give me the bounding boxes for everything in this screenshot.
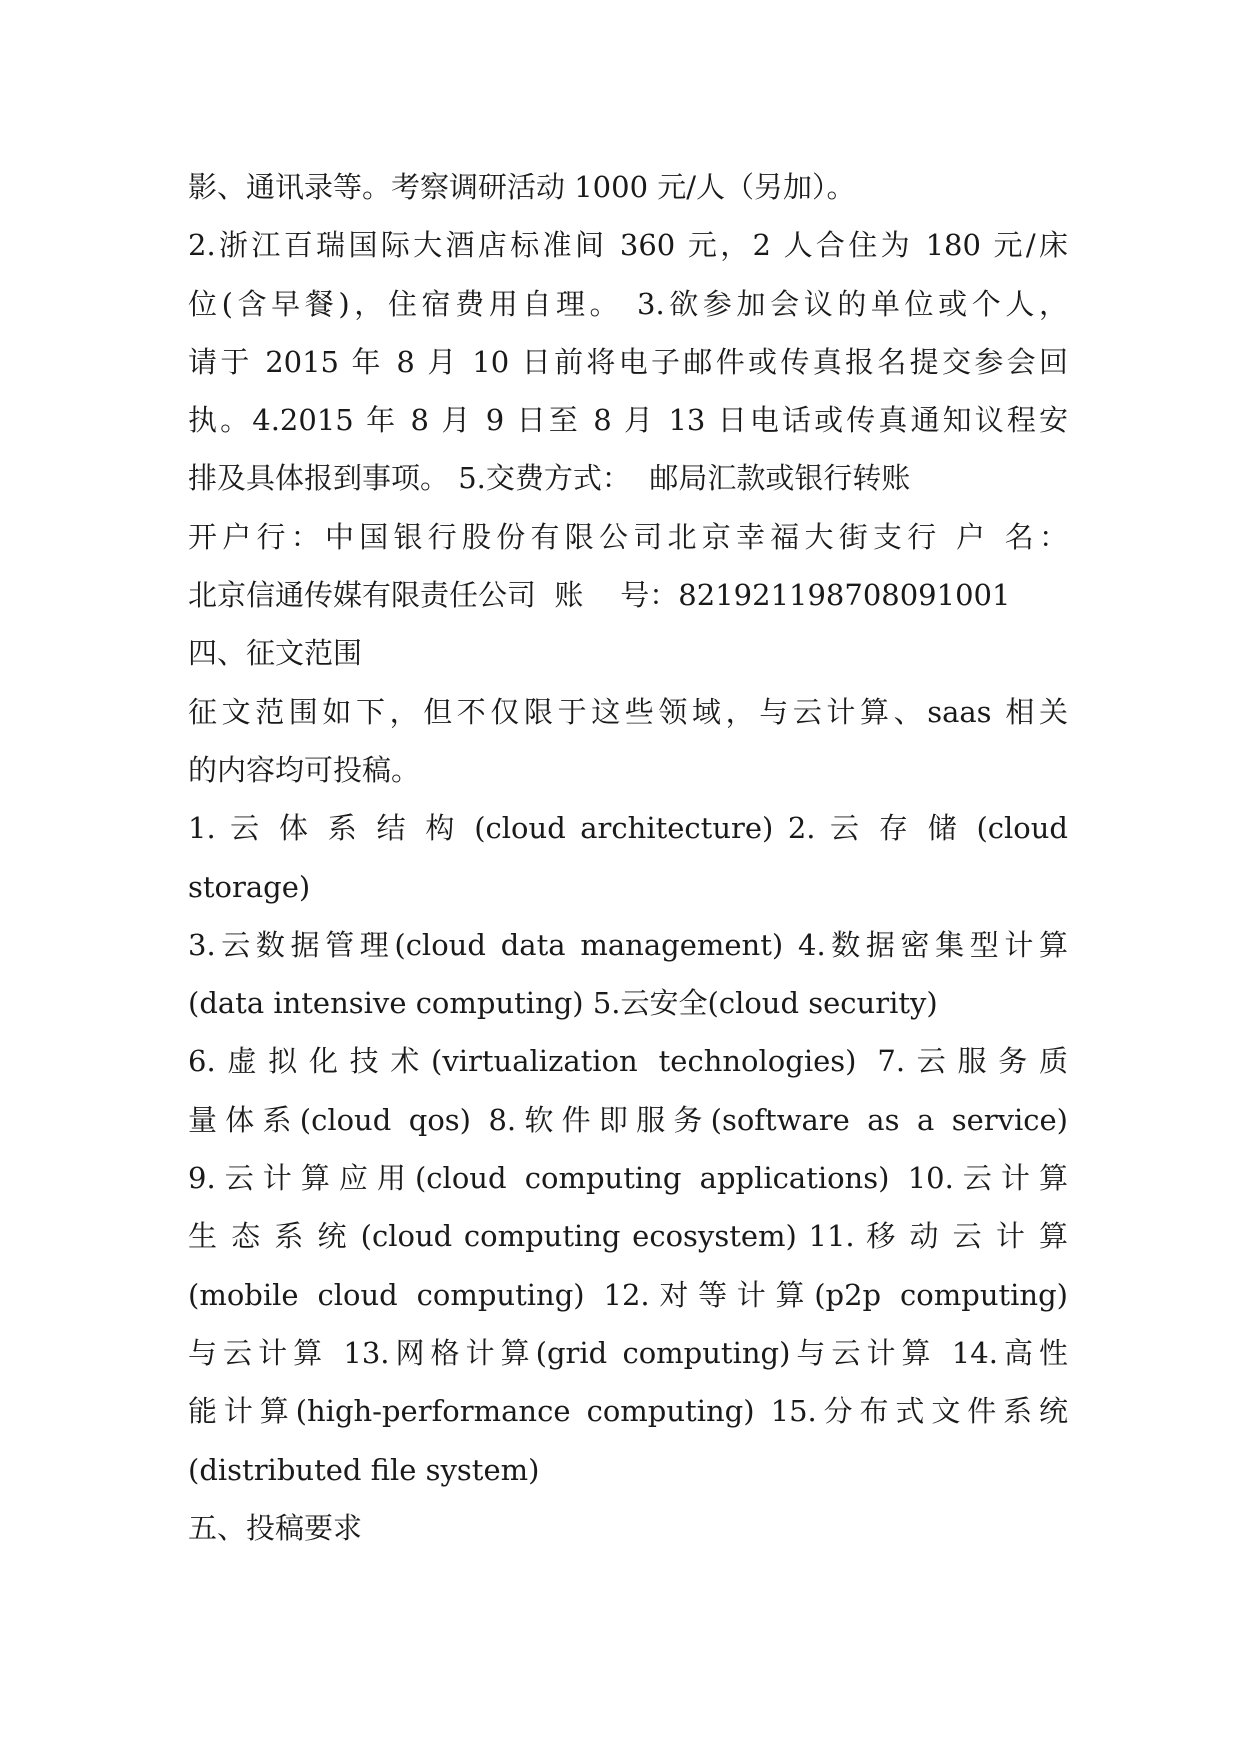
text-line: 位(含早餐)，住宿费用自理。 3.欲参加会议的单位或个人，	[188, 286, 1068, 321]
text-line: 能计算(high-performance computing) 15.分布式文件系统	[188, 1394, 1068, 1429]
text-line: 的内容均可投稿。	[188, 752, 421, 787]
text-line: 请于 2015 年 8 月 10 日前将电子邮件或传真报名提交参会回	[188, 344, 1068, 379]
section-heading: 四、征文范围	[188, 636, 363, 671]
text-line: 影、通讯录等。考察调研活动 1000 元/人（另加）。	[188, 170, 856, 204]
text-line: 与云计算 13.网格计算(grid computing)与云计算 14.高性	[188, 1335, 1068, 1370]
text-line: (data intensive computing) 5.云安全(cloud security)	[188, 986, 938, 1021]
text-line: 排及具体报到事项。 5.交费方式： 邮局汇款或银行转账	[188, 461, 911, 496]
text-line: 9.云计算应用(cloud computing applications) 10.云计算	[188, 1161, 1068, 1196]
text-line: 北京信通传媒有限责任公司 账 号：821921198708091001	[188, 578, 1011, 613]
text-line: (distributed file system)	[188, 1452, 540, 1487]
text-line: 2.浙江百瑞国际大酒店标准间 360 元，2 人合住为 180 元/床	[188, 228, 1068, 263]
text-line: 执。4.2015 年 8 月 9 日至 8 月 13 日电话或传真通知议程安	[188, 403, 1068, 438]
text-line: 量体系(cloud qos) 8.软件即服务(software as a service)	[188, 1102, 1068, 1137]
text-line: storage)	[188, 869, 311, 904]
text-line: 1. 云 体 系 结 构 (cloud architecture) 2. 云 存 储 (cloud	[188, 811, 1068, 846]
text-line: 开户行：中国银行股份有限公司北京幸福大街支行 户 名：	[188, 519, 1068, 554]
text-line: 生 态 系 统 (cloud computing ecosystem) 11. 移 动 云 计 算	[188, 1219, 1068, 1254]
document-body	[188, 158, 1068, 1557]
text-line: (mobile cloud computing) 12.对等计算(p2p computing)	[188, 1277, 1068, 1312]
text-line: 3.云数据管理(cloud data management) 4.数据密集型计算	[188, 927, 1068, 962]
section-heading: 五、投稿要求	[188, 1510, 363, 1545]
text-line: 6.虚拟化技术(virtualization technologies) 7.云服务质	[188, 1044, 1068, 1079]
text-line: 征文范围如下，但不仅限于这些领域，与云计算、saas 相关	[188, 694, 1068, 729]
